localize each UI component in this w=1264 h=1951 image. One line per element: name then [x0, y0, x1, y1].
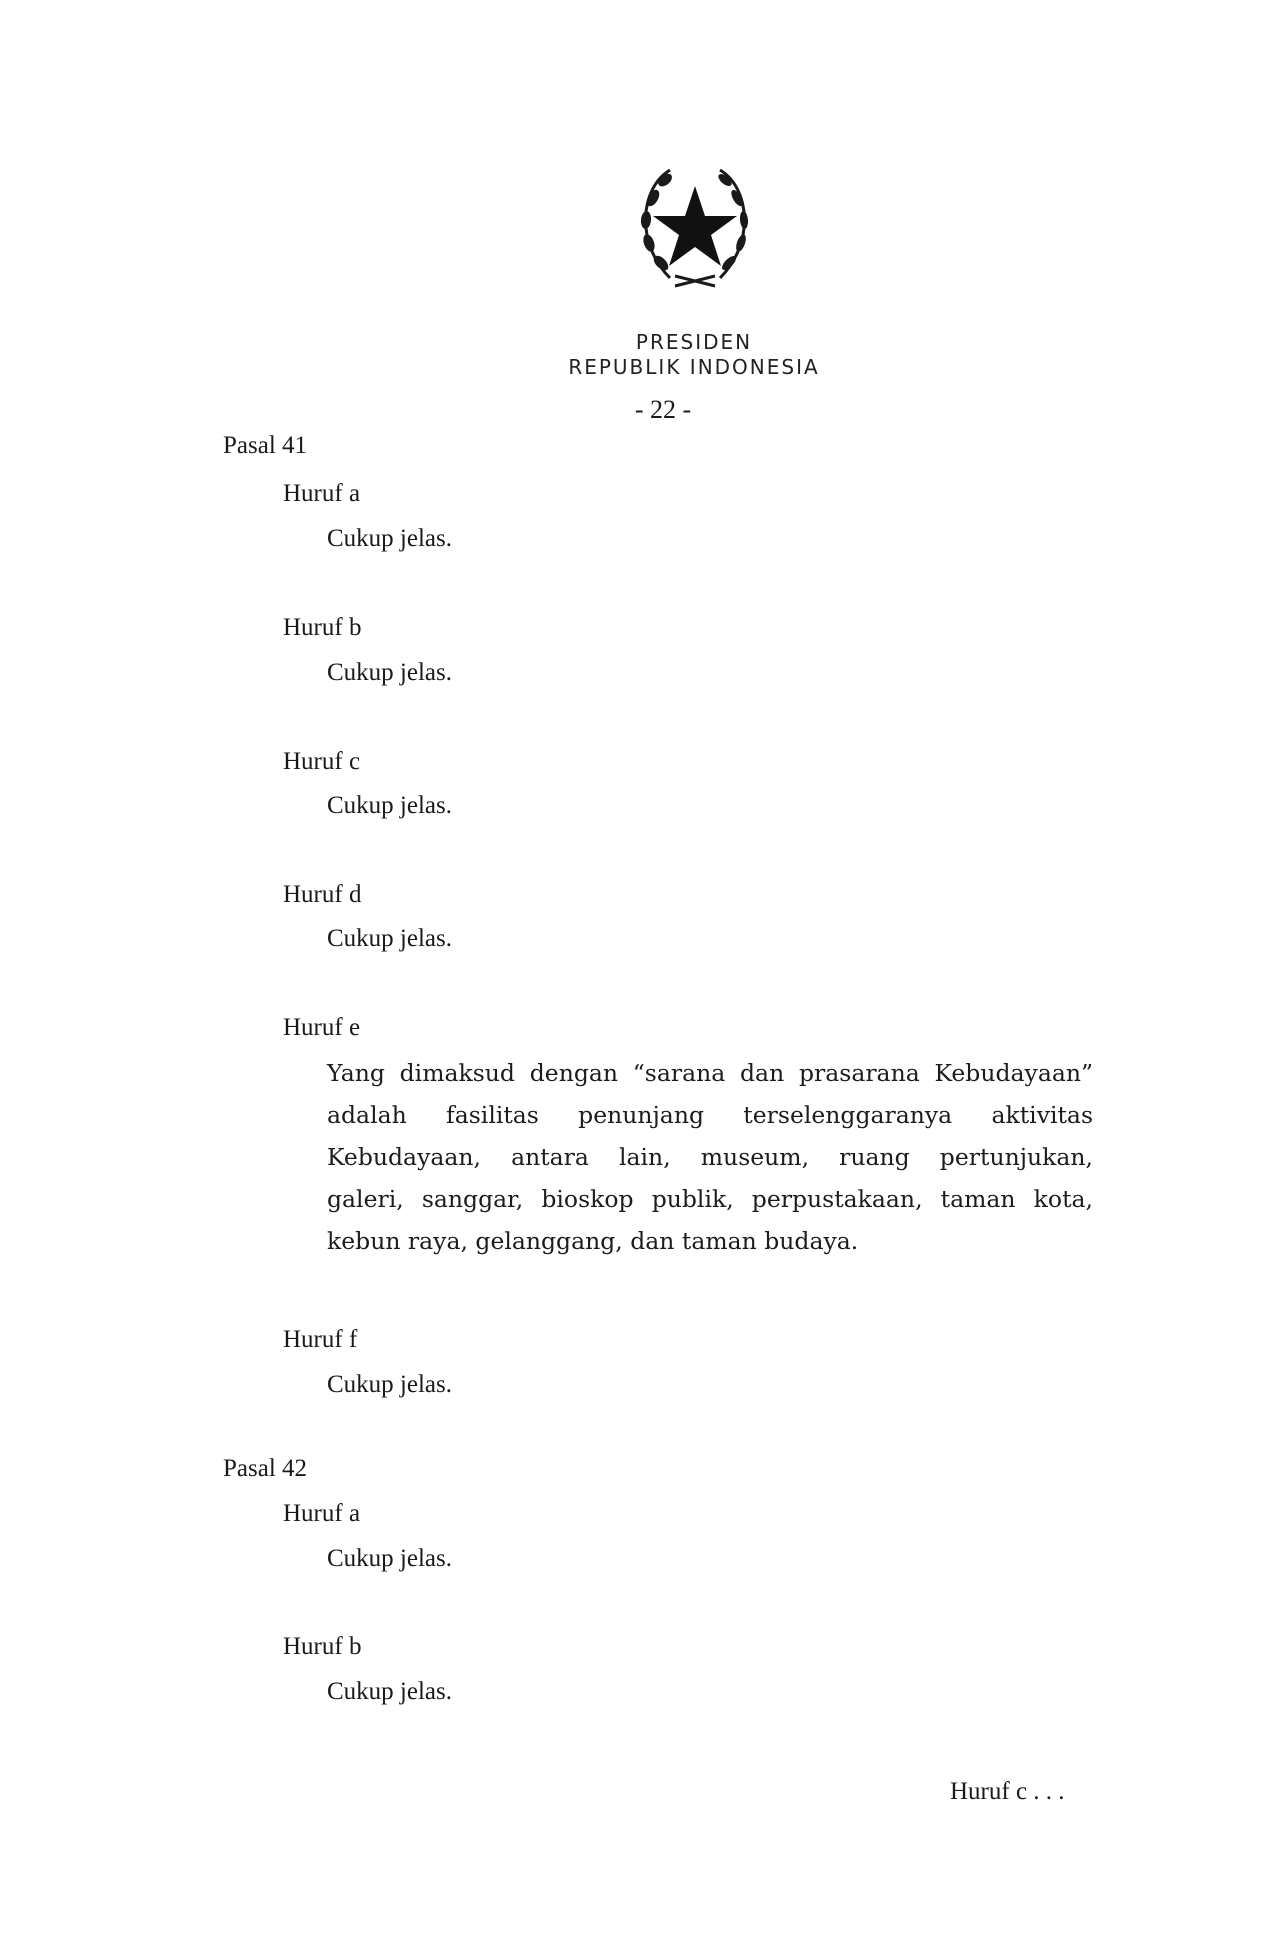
huruf-body: Cukup jelas.: [327, 925, 452, 952]
presidential-emblem-icon: [615, 148, 775, 308]
header-title-republik: REPUBLIK INDONESIA: [568, 355, 820, 379]
continuation-note: Huruf c . . .: [950, 1778, 1065, 1805]
page-number: - 22 -: [634, 395, 692, 424]
huruf-body: Cukup jelas.: [327, 1545, 452, 1572]
huruf-label: Huruf a: [283, 480, 361, 507]
pasal-heading: Pasal 41: [223, 432, 308, 459]
paragraph-line: Yang dimaksud dengan “sarana dan prasarana Kebudayaan”: [327, 1059, 1093, 1087]
paragraph-line: Kebudayaan, antara lain, museum, ruang pertunjukan,: [327, 1143, 1093, 1171]
huruf-body: Cukup jelas.: [327, 1371, 452, 1398]
huruf-label: Huruf f: [283, 1326, 358, 1353]
huruf-label: Huruf a: [283, 1500, 361, 1527]
huruf-label: Huruf d: [283, 881, 362, 908]
header-title-presiden: PRESIDEN: [635, 330, 753, 354]
huruf-label: Huruf b: [283, 614, 362, 641]
paragraph-line: adalah fasilitas penunjang terselenggaranya aktivitas: [327, 1101, 1093, 1129]
huruf-body: Cukup jelas.: [327, 792, 452, 819]
pasal-heading: Pasal 42: [223, 1455, 308, 1482]
paragraph-line: galeri, sanggar, bioskop publik, perpustakaan, taman kota,: [327, 1185, 1093, 1213]
huruf-label: Huruf e: [283, 1014, 361, 1041]
huruf-label: Huruf c: [283, 748, 361, 775]
paragraph-line: kebun raya, gelanggang, dan taman budaya.: [327, 1227, 859, 1255]
huruf-body: Cukup jelas.: [327, 659, 452, 686]
huruf-e-paragraph: [327, 1052, 1093, 1262]
huruf-body: Cukup jelas.: [327, 1678, 452, 1705]
huruf-body: Cukup jelas.: [327, 525, 452, 552]
huruf-label: Huruf b: [283, 1633, 362, 1660]
